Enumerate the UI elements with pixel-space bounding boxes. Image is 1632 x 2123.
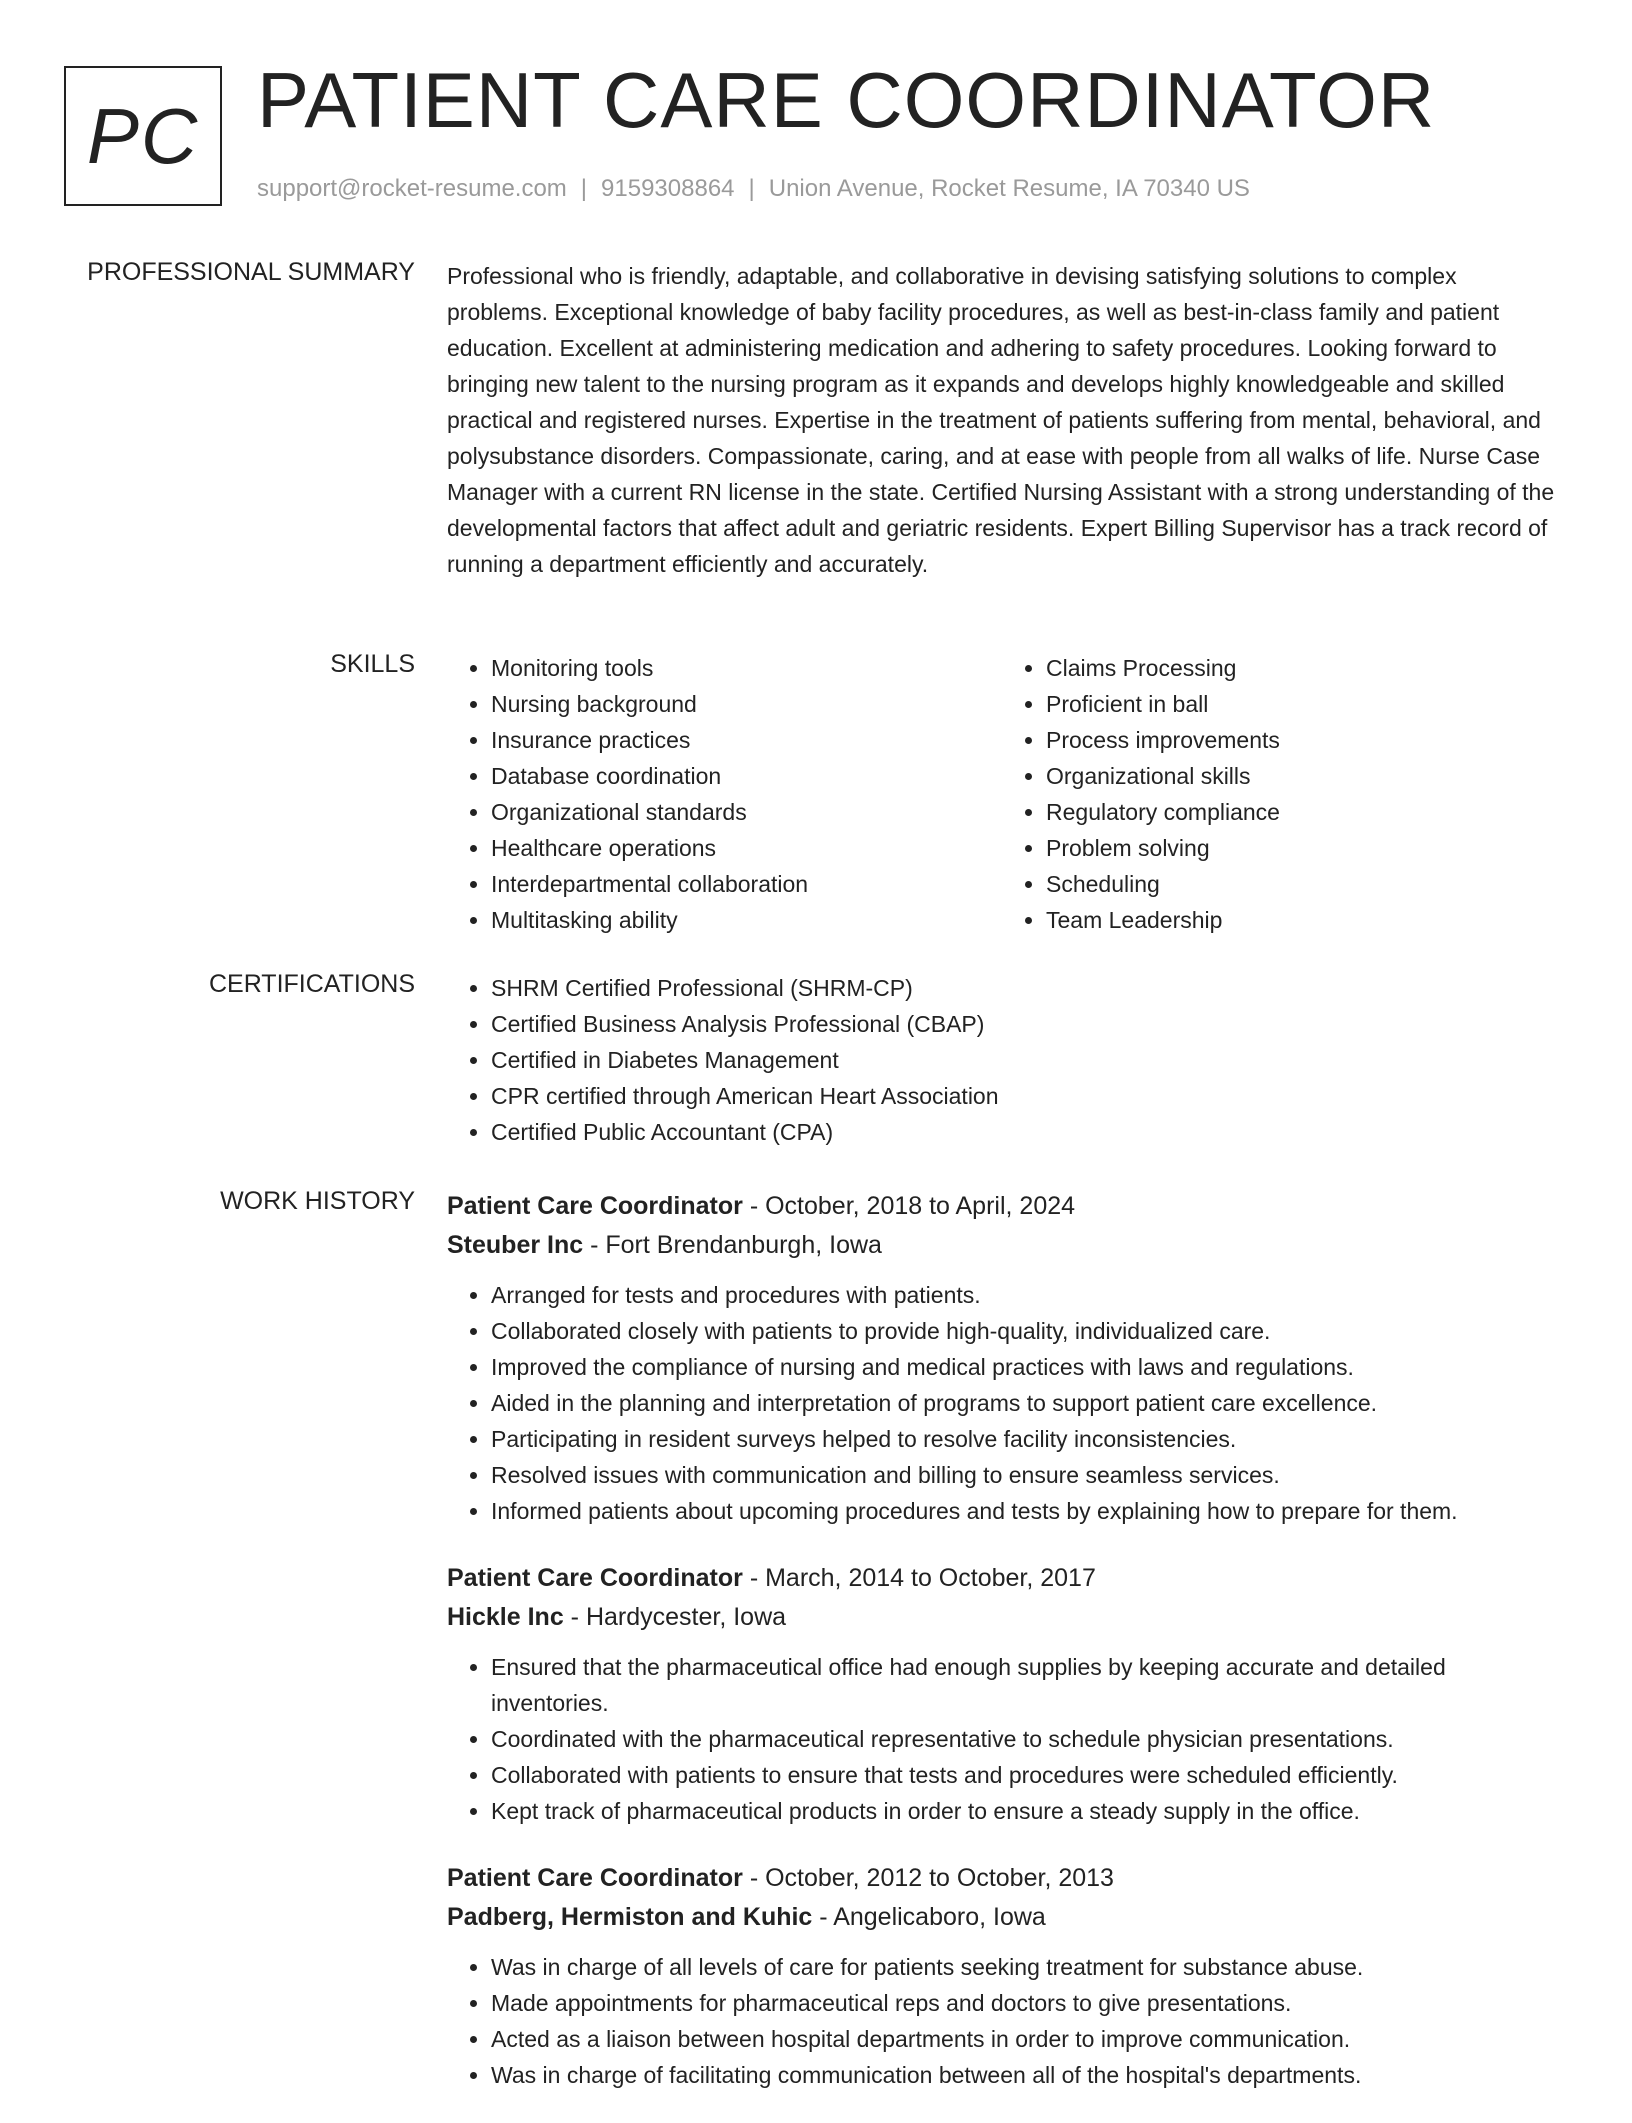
job-location: Fort Brendanburgh, Iowa: [605, 1231, 882, 1259]
contact-email: support@rocket-resume.com: [257, 175, 567, 202]
job-bullet: • Made appointments for pharmaceutical reps and doctors to give presentations.: [491, 1985, 1557, 2021]
job-entry: [447, 1187, 1557, 1529]
skill-item: • Regulatory compliance: [1046, 794, 1557, 830]
job-title-line: Patient Care Coordinator - October, 2012 to October, 2013: [447, 1864, 1114, 1892]
job-bullets: [447, 1649, 1557, 1829]
job-entry: [447, 1859, 1557, 2093]
summary-heading: PROFESSIONAL SUMMARY: [87, 258, 415, 286]
job-bullets: [447, 1277, 1557, 1529]
skill-item: • Multitasking ability: [491, 902, 1002, 938]
initials-text: PC: [86, 91, 200, 180]
job-company-line: Hickle Inc - Hardycester, Iowa: [447, 1603, 787, 1631]
job-company: Padberg, Hermiston and Kuhic: [447, 1903, 813, 1931]
job-bullet: • Was in charge of all levels of care for patients seeking treatment for substance abuse.: [491, 1949, 1557, 1985]
job-dates: October, 2012 to October, 2013: [765, 1864, 1114, 1892]
skill-item: • Insurance practices: [491, 722, 1002, 758]
skill-item: • Team Leadership: [1046, 902, 1557, 938]
job-company-line: Padberg, Hermiston and Kuhic - Angelicaboro, Iowa: [447, 1903, 1046, 1931]
job-bullet: • Improved the compliance of nursing and medical practices with laws and regulations.: [491, 1349, 1557, 1385]
job-bullet: • Coordinated with the pharmaceutical representative to schedule physician presentations.: [491, 1721, 1557, 1757]
initials-monogram: [64, 66, 222, 206]
skill-item: • Process improvements: [1046, 722, 1557, 758]
job-company-line: Steuber Inc - Fort Brendanburgh, Iowa: [447, 1231, 882, 1259]
skill-item: • Nursing background: [491, 686, 1002, 722]
certification-item: • Certified Business Analysis Professional (CBAP): [491, 1006, 1557, 1042]
work-history-body: [447, 1187, 1557, 2123]
job-bullet: • Participating in resident surveys helped to resolve facility inconsistencies.: [491, 1421, 1557, 1457]
job-entry: [447, 1559, 1557, 1829]
skills-list-right: [1002, 650, 1557, 938]
job-location: Hardycester, Iowa: [585, 1603, 787, 1631]
job-bullet: • Collaborated with patients to ensure that tests and procedures were scheduled efficiently.: [491, 1757, 1557, 1793]
skills-body: [447, 650, 1557, 938]
skill-item: • Interdepartmental collaboration: [491, 866, 1002, 902]
contact-separator: |: [580, 175, 588, 202]
certification-item: • Certified Public Accountant (CPA): [491, 1114, 1557, 1150]
certifications-body: [447, 970, 1557, 1150]
skill-item: • Proficient in ball: [1046, 686, 1557, 722]
certifications-list: [447, 970, 1557, 1150]
contact-line: [257, 175, 1250, 203]
contact-phone: 9159308864: [601, 175, 735, 202]
skill-item: • Database coordination: [491, 758, 1002, 794]
skill-item: • Scheduling: [1046, 866, 1557, 902]
certification-item: • Certified in Diabetes Management: [491, 1042, 1557, 1078]
skills-heading: SKILLS: [330, 650, 415, 678]
resume-name: PATIENT CARE COORDINATOR: [257, 56, 1436, 144]
contact-address: Union Avenue, Rocket Resume, IA 70340 US: [768, 175, 1250, 202]
certification-item: • SHRM Certified Professional (SHRM-CP): [491, 970, 1557, 1006]
job-title-line: Patient Care Coordinator - October, 2018 to April, 2024: [447, 1192, 1076, 1220]
work-history-heading: WORK HISTORY: [220, 1187, 415, 1215]
job-title: Patient Care Coordinator: [447, 1864, 743, 1892]
certifications-heading: CERTIFICATIONS: [208, 970, 415, 998]
job-bullet: • Ensured that the pharmaceutical office had enough supplies by keeping accurate and detailed inventories.: [491, 1649, 1557, 1721]
job-bullet: • Informed patients about upcoming procedures and tests by explaining how to prepare for them.: [491, 1493, 1557, 1529]
certification-item: • CPR certified through American Heart Association: [491, 1078, 1557, 1114]
skill-item: • Organizational skills: [1046, 758, 1557, 794]
job-dates: October, 2018 to April, 2024: [765, 1192, 1076, 1220]
job-bullet: • Collaborated closely with patients to provide high-quality, individualized care.: [491, 1313, 1557, 1349]
job-bullet: • Arranged for tests and procedures with patients.: [491, 1277, 1557, 1313]
job-title: Patient Care Coordinator: [447, 1564, 743, 1592]
contact-separator: |: [748, 175, 755, 202]
job-company: Steuber Inc: [447, 1231, 584, 1259]
skill-item: • Problem solving: [1046, 830, 1557, 866]
job-company: Hickle Inc: [447, 1603, 564, 1631]
summary-text: Professional who is friendly, adaptable, and collaborative in devising satisfying solutions to complex problems. Exceptional knowledge of baby facility procedures, as well as best-in-class family and patient education. Excellent at administering medication and adhering to safety procedures. Looking forward to bringing new talent to the nursing program as it expands and develops highly knowledgeable and skilled practical and registered nurses. Expertise in the treatment of patients suffering from mental, behavioral, and polysubstance disorders. Compassionate, caring, and at ease with people from all walks of life. Nurse Case Manager with a current RN license in the state. Certified Nursing Assistant with a strong understanding of the developmental factors that affect adult and geriatric residents. Expert Billing Supervisor has a track record of running a department efficiently and accurately.: [447, 263, 1555, 577]
job-title: Patient Care Coordinator: [447, 1192, 743, 1220]
job-bullet: • Acted as a liaison between hospital departments in order to improve communication.: [491, 2021, 1557, 2057]
job-title-line: Patient Care Coordinator - March, 2014 to October, 2017: [447, 1564, 1096, 1592]
job-bullet: • Aided in the planning and interpretation of programs to support patient care excellence.: [491, 1385, 1557, 1421]
job-location: Angelicaboro, Iowa: [833, 1903, 1046, 1931]
skill-item: • Healthcare operations: [491, 830, 1002, 866]
skills-list-left: [447, 650, 1002, 938]
job-bullets: [447, 1949, 1557, 2093]
job-bullet: • Resolved issues with communication and billing to ensure seamless services.: [491, 1457, 1557, 1493]
skill-item: • Claims Processing: [1046, 650, 1557, 686]
skill-item: • Organizational standards: [491, 794, 1002, 830]
job-dates: March, 2014 to October, 2017: [765, 1564, 1096, 1592]
job-bullet: • Was in charge of facilitating communication between all of the hospital's departments.: [491, 2057, 1557, 2093]
skill-item: • Monitoring tools: [491, 650, 1002, 686]
job-bullet: • Kept track of pharmaceutical products in order to ensure a steady supply in the office.: [491, 1793, 1557, 1829]
